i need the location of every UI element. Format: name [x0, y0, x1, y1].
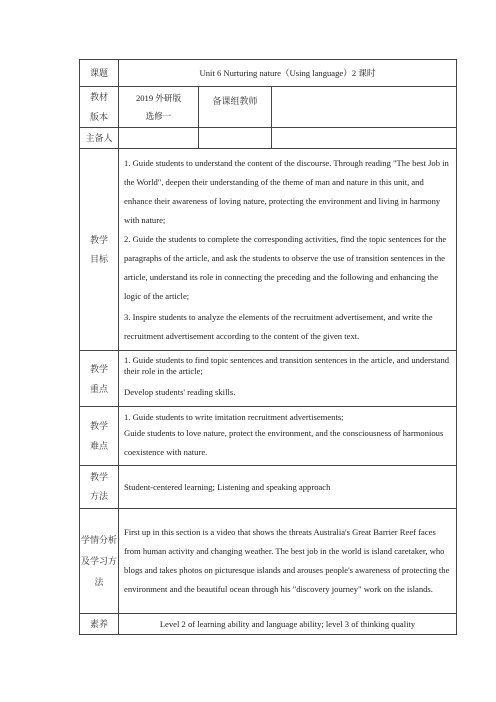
difficulty-item: Guide students to love nature, protect the environment, and the consciousness of harmonious coexistence with nature.	[124, 428, 444, 457]
difficulties-content	[119, 407, 457, 466]
analysis-label-text: 学情分析及学习方法	[80, 534, 117, 587]
row-key-points	[80, 351, 457, 407]
difficulty-item: 1. Guide students to write imitation recruitment advertisements;	[124, 412, 344, 422]
objectives-content	[119, 149, 457, 351]
objective-item: 1. Guide students to understand the content of the discourse. Through reading "The best Job in the World", deepen their understanding of the theme of man and nature in this unit, and enhance their awareness of loving nature, protecting the environment and living in harmony with nature;	[124, 157, 449, 225]
row-difficulties	[80, 407, 457, 466]
key-point-item: Develop students' reading skills.	[124, 387, 236, 397]
preparer-empty-cell	[199, 128, 272, 149]
group-teachers-label: 备课组教师	[199, 87, 272, 128]
methods-label	[80, 466, 119, 509]
lesson-title: Unit 6 Nurturing nature（Using language）2 课时	[119, 60, 457, 87]
literacy-label: 素养	[80, 614, 119, 635]
textbook-edition-line2: 选修一	[145, 111, 172, 121]
key-points-label	[80, 351, 119, 407]
row-analysis	[80, 509, 457, 614]
preparer-empty-cell-2	[272, 128, 457, 149]
objective-item: 3. Inspire students to analyze the elements of the recruitment advertisement, and write the recruitment advertisement according to the content of the given text.	[124, 311, 433, 341]
key-point-item: 1. Guide students to find topic sentences and transition sentences in the article, and understand their role in the article;	[124, 355, 450, 376]
key-points-content	[119, 351, 457, 407]
preparer-label: 主备人	[80, 128, 119, 149]
analysis-label	[80, 509, 119, 614]
difficulties-label-text: 教学难点	[89, 421, 108, 451]
row-preparer	[80, 128, 457, 149]
key-points-label-text: 教学重点	[89, 363, 108, 394]
group-teachers-value	[272, 87, 457, 128]
methods-content: Student-centered learning; Listening and speaking approach	[119, 466, 457, 509]
row-literacy	[80, 614, 457, 635]
lesson-plan-table	[79, 59, 457, 635]
objectives-label-text: 教学目标	[89, 234, 108, 264]
textbook-label-text: 教材版本	[89, 92, 108, 122]
literacy-content: Level 2 of learning ability and language ability; level 3 of thinking quality	[119, 614, 457, 635]
methods-label-text: 教学方法	[89, 472, 108, 501]
row-methods	[80, 466, 457, 509]
row-textbook	[80, 87, 457, 128]
row-objectives	[80, 149, 457, 351]
textbook-edition	[119, 87, 199, 128]
analysis-content: First up in this section is a video that shows the threats Australia's Great Barrier Reef faces from human activity and changing weather. The best job in the world is island caretaker, who blogs and takes photos on picturesque islands and arouses people's awareness of protecting the environment and the beautiful ocean through his "discovery journey" work on the islands.	[119, 509, 457, 614]
difficulties-label	[80, 407, 119, 466]
row-title	[80, 60, 457, 87]
objective-item: 2. Guide the students to complete the corresponding activities, find the topic sentences for the paragraphs of the article, and ask the students to observe the use of transition sentences in the article, understand its role in connecting the preceding and the following and enhancing the logic of the article;	[124, 233, 447, 301]
title-label: 课题	[80, 60, 119, 87]
textbook-edition-line1: 2019 外研版	[135, 93, 182, 103]
textbook-label	[80, 87, 119, 128]
preparer-value	[119, 128, 199, 149]
objectives-label	[80, 149, 119, 351]
